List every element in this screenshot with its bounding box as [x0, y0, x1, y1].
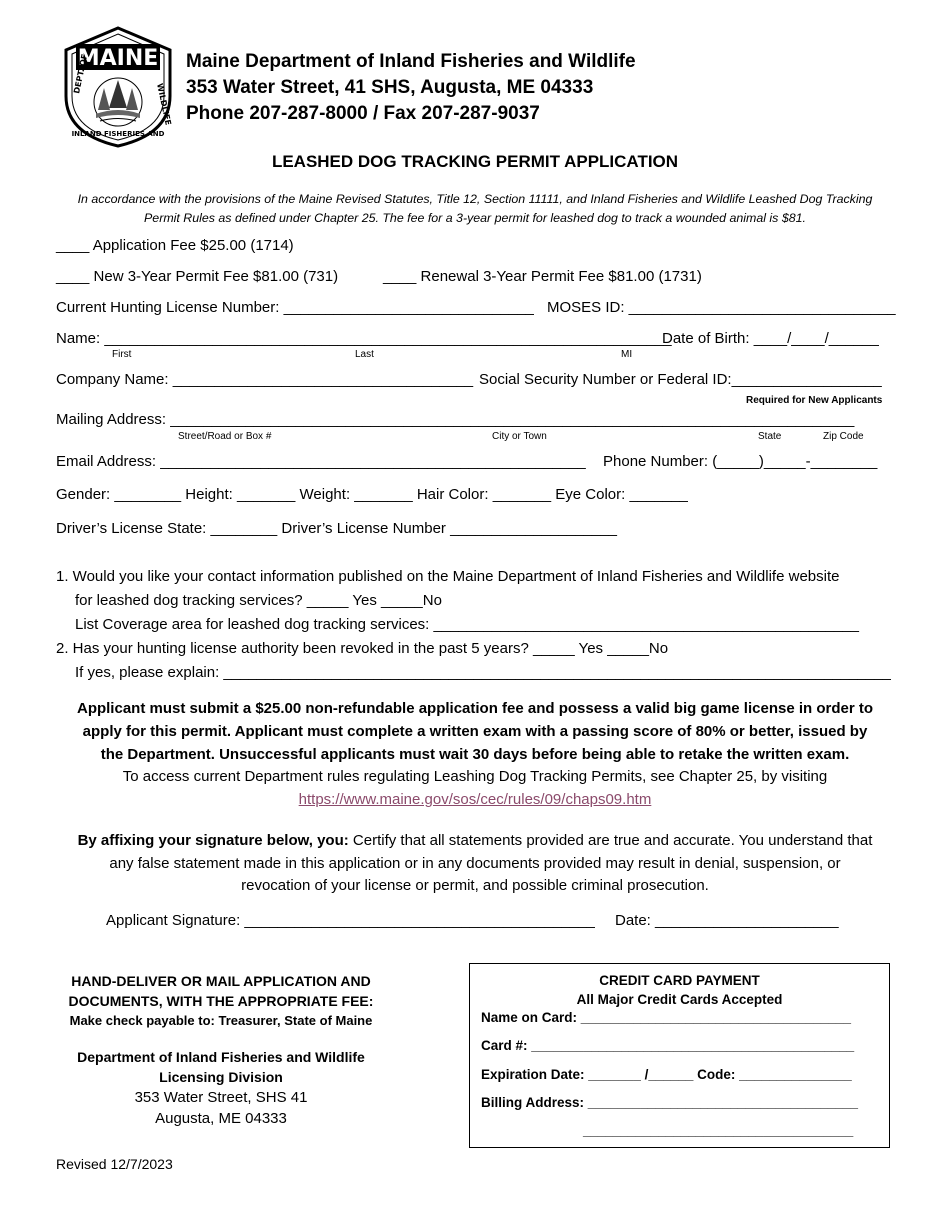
form-intro: In accordance with the provisions of the Maine Revised Statutes, Title 12, Section 11111, and Inland Fisheries and Wildlife Leashed Dog Tracking Permit Rules as defined under Chapter 25. The fee for a 3-year permit for leashed dog to track a wounded animal is $81. — [77, 192, 873, 225]
company-name-field[interactable]: Company Name: ____________________________________ — [56, 371, 474, 388]
mail-state-caption: State — [758, 431, 782, 442]
maine-ifw-seal-logo — [62, 26, 174, 148]
cc-number-field[interactable]: Card #: ___________________________________________ — [481, 1038, 855, 1053]
question-1-yes-no[interactable]: for leashed dog tracking services? _____ Yes _____No — [75, 592, 442, 609]
certification-text — [40, 830, 910, 898]
revised-date: Revised 12/7/2023 — [56, 1156, 173, 1172]
physical-description-field[interactable]: Gender: ________ Height: _______ Weight: _______ Hair Color: _______ Eye Color: _______ — [56, 486, 688, 503]
cc-billing-field[interactable]: Billing Address: ____________________________________ — [481, 1095, 859, 1110]
rules-line: To access current Department rules regulating Leashing Dog Tracking Permits, see Chapter 25, by visiting — [122, 768, 828, 785]
hunting-license-field[interactable]: Current Hunting License Number: ______________________________ — [56, 299, 534, 316]
name-field[interactable]: Name: ____________________________________________________________________ — [56, 330, 672, 347]
mail-line-2: DOCUMENTS, WITH THE APPROPRIATE FEE: — [68, 993, 374, 1009]
cc-title: CREDIT CARD PAYMENT — [599, 973, 760, 988]
name-last-caption: Last — [355, 349, 374, 360]
applicant-signature-field[interactable]: Applicant Signature: __________________________________________ — [106, 912, 595, 929]
application-fee-field[interactable]: ____ Application Fee $25.00 (1714) — [56, 237, 294, 254]
mail-dept: Department of Inland Fisheries and Wildlife — [77, 1049, 365, 1065]
name-first-caption: First — [112, 349, 132, 360]
cc-billing-line-2[interactable]: ____________________________________ — [583, 1123, 854, 1138]
certify-text-2: any false statement made in this application or in any documents provided may result in denial, suspension, or — [109, 854, 841, 872]
certify-lead: By affixing your signature below, you: — [77, 832, 349, 849]
renewal-permit-fee-field[interactable]: ____ Renewal 3-Year Permit Fee $81.00 (1731) — [383, 268, 702, 285]
org-phone-fax: Phone 207-287-8000 / Fax 207-287-9037 — [186, 103, 540, 124]
name-mi-caption: MI — [621, 349, 633, 360]
check-payable-line: Make check payable to: Treasurer, State of Maine — [69, 1013, 373, 1028]
notice-line-1: Applicant must submit a $25.00 non-refundable application fee and possess a valid big game license in order to — [76, 700, 874, 717]
mailing-address-field[interactable]: Mailing Address: __________________________________________________________________________________ — [56, 411, 855, 428]
rules-link[interactable]: https://www.maine.gov/sos/cec/rules/09/chaps09.htm — [298, 791, 652, 808]
new-permit-fee-field[interactable]: ____ New 3-Year Permit Fee $81.00 (731) — [56, 268, 339, 285]
mail-instructions — [60, 971, 382, 1129]
ssn-field[interactable]: Social Security Number or Federal ID:__________________ — [479, 371, 882, 388]
coverage-area-field[interactable]: List Coverage area for leashed dog tracking services: ___________________________________________________ — [75, 616, 859, 633]
cc-subtitle: All Major Credit Cards Accepted — [576, 992, 783, 1007]
credit-card-box — [469, 963, 890, 1148]
moses-id-field[interactable]: MOSES ID: ________________________________ — [547, 299, 896, 316]
org-address: 353 Water Street, 41 SHS, Augusta, ME 04333 — [186, 77, 594, 98]
form-title: LEASHED DOG TRACKING PERMIT APPLICATION — [271, 152, 679, 171]
certify-text-3: revocation of your license or permit, and possible criminal prosecution. — [241, 877, 709, 894]
mail-city: Augusta, ME 04333 — [155, 1110, 287, 1127]
mail-line-1: HAND-DELIVER OR MAIL APPLICATION AND — [71, 973, 371, 989]
mail-street: 353 Water Street, SHS 41 — [134, 1089, 308, 1106]
notice-line-2: apply for this permit. Applicant must complete a written exam with a passing score of 80% or better, issued by — [82, 723, 868, 740]
cc-name-field[interactable]: Name on Card: ____________________________________ — [481, 1010, 852, 1025]
question-1: 1. Would you like your contact information published on the Maine Department of Inland Fisheries and Wildlife website — [56, 568, 840, 585]
explain-field[interactable]: If yes, please explain: ________________________________________________________________________________ — [75, 664, 891, 681]
mail-street-caption: Street/Road or Box # — [178, 431, 272, 442]
cc-expiration-field[interactable]: Expiration Date: _______ /______ Code: _______________ — [481, 1067, 852, 1082]
svg-text:MAINE: MAINE — [77, 46, 159, 71]
mail-zip-caption: Zip Code — [823, 431, 864, 442]
mail-division: Licensing Division — [159, 1069, 283, 1085]
org-name: Maine Department of Inland Fisheries and Wildlife — [186, 51, 636, 72]
svg-text:DEPT. OF: DEPT. OF — [72, 53, 90, 95]
svg-text:INLAND FISHERIES AND: INLAND FISHERIES AND — [71, 130, 165, 138]
drivers-license-field[interactable]: Driver’s License State: ________ Driver’s License Number ____________________ — [56, 520, 617, 537]
certify-text-1: Certify that all statements provided are true and accurate. You understand that — [348, 832, 873, 849]
phone-field[interactable]: Phone Number: (_____)_____-________ — [603, 453, 878, 470]
notice-line-3: the Department. Unsuccessful applicants must wait 30 days before being able to retake the written exam. — [100, 746, 850, 763]
question-2-yes-no[interactable]: 2. Has your hunting license authority been revoked in the past 5 years? _____ Yes _____No — [56, 640, 669, 657]
ssn-note: Required for New Applicants — [746, 395, 883, 406]
email-field[interactable]: Email Address: ___________________________________________________ — [56, 453, 586, 470]
mail-city-caption: City or Town — [492, 431, 547, 442]
signature-date-field[interactable]: Date: ______________________ — [615, 912, 839, 929]
date-of-birth-field[interactable]: Date of Birth: ____/____/______ — [662, 330, 879, 347]
svg-text:WILDLIFE: WILDLIFE — [155, 82, 173, 127]
